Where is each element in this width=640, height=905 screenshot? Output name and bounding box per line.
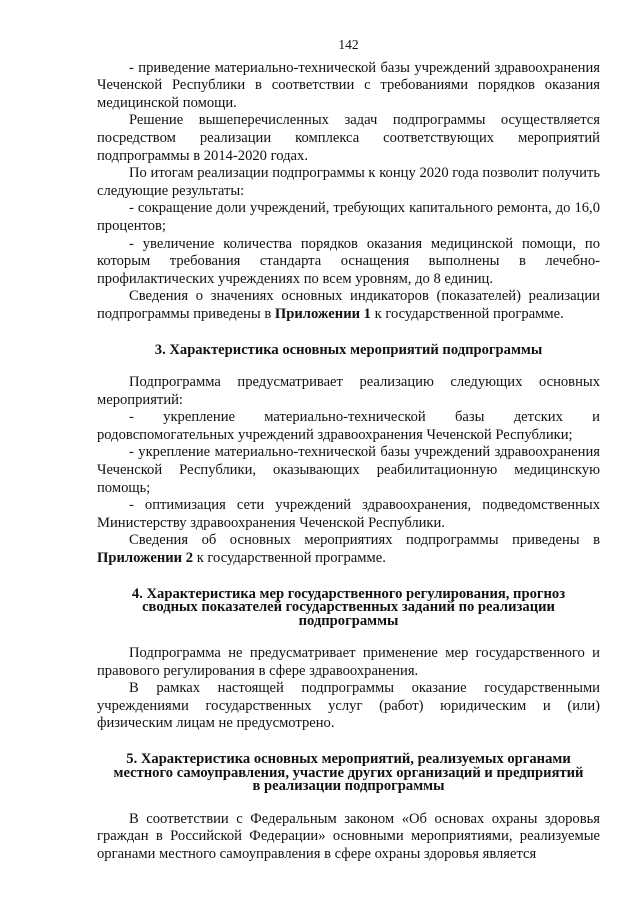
vertical-gap [97,568,600,588]
vertical-gap [97,357,600,374]
paragraph [97,236,600,289]
paragraph-text: - увеличение количества порядков оказания медицинской помощи, по которым требования стандарта оснащения выполнены в лечебно-профилактических учреждениях по всем уровням, до 8 единиц. [97,235,600,287]
paragraph-text: - укрепление материально-технической базы учреждений здравоохранения Чеченской Республики, оказывающих реабилитационную медицинскую помощь; [97,444,600,496]
heading-line: 3. Характеристика основных мероприятий подпрограммы [154,341,543,358]
paragraph [97,497,600,532]
vertical-gap [97,733,600,753]
vertical-gap [97,324,600,344]
paragraph-text: - сокращение доли учреждений, требующих капитального ремонта, до 16,0 процентов; [97,200,600,234]
paragraph-text: к государственной программе. [193,549,386,566]
paragraph [97,165,600,200]
paragraph [97,60,600,113]
paragraph-text: к государственной программе. [370,305,564,322]
paragraph-text: По итогам реализации подпрограммы к концу 2020 года позволит получить следующие результаты: [97,165,600,199]
paragraph [97,532,600,567]
paragraph [97,811,600,864]
section-heading [97,753,600,794]
paragraph [97,680,600,733]
heading-line: сводных показателей государственных заданий по реализации [142,599,555,616]
paragraph [97,112,600,165]
bold-reference: Приложении 2 [97,549,194,566]
paragraph [97,444,600,497]
bold-reference: Приложении 1 [274,305,371,322]
paragraph-text: В рамках настоящей подпрограммы оказание государственными учреждениями государственных услуг (работ) юридическим и (или) физическим лицам не предусмотрено. [97,680,600,732]
paragraph-text: - укрепление материально-технической базы детских и родовспомогательных учреждений здравоохранения Чеченской Республики; [97,409,600,443]
paragraph-text: - оптимизация сети учреждений здравоохранения, подведомственных Министерству здравоохранения Чеченской Республики. [97,497,600,531]
paragraph [97,288,600,323]
paragraph [97,200,600,235]
page-number: 142 [338,37,359,52]
paragraph-text: В соответствии с Федеральным законом «Об основах охраны здоровья граждан в Российской Федерации» основными мероприятиями, реализуемые органами местного самоуправления в сфере охраны здоровья является [97,810,600,862]
vertical-gap [97,794,600,811]
heading-line: подпрограммы [298,612,399,629]
heading-line: местного самоуправления, участие других организаций и предприятий [113,764,584,781]
paragraph [97,374,600,409]
heading-line: в реализации подпрограммы [252,778,445,794]
vertical-gap [97,628,600,645]
paragraph-text: Сведения о значениях основных индикаторов (показателей) реализации подпрограммы приведены в [97,288,600,322]
document-body [97,60,600,864]
heading-line: 5. Характеристика основных мероприятий, реализуемых органами [126,751,571,767]
heading-line: 4. Характеристика мер государственного регулирования, прогноз [131,585,566,602]
paragraph-text: Подпрограмма не предусматривает применение мер государственного и правового регулирования в сфере здравоохранения. [97,645,600,679]
section-heading [97,585,600,629]
paragraph-text: Подпрограмма предусматривает реализацию следующих основных мероприятий: [97,374,600,408]
paragraph-text: - приведение материально-технической базы учреждений здравоохранения Чеченской Республики в соответствии с требованиями порядков оказания медицинской помощи. [97,59,600,111]
paragraph [97,409,600,444]
paragraph [97,645,600,680]
paragraph-text: Сведения об основных мероприятиях подпрограммы приведены в [129,532,600,549]
paragraph-text: Решение вышеперечисленных задач подпрограммы осуществляется посредством реализации комплекса соответствующих мероприятий подпрограммы в 2014-2020 годах. [97,112,600,164]
section-heading [97,341,600,358]
